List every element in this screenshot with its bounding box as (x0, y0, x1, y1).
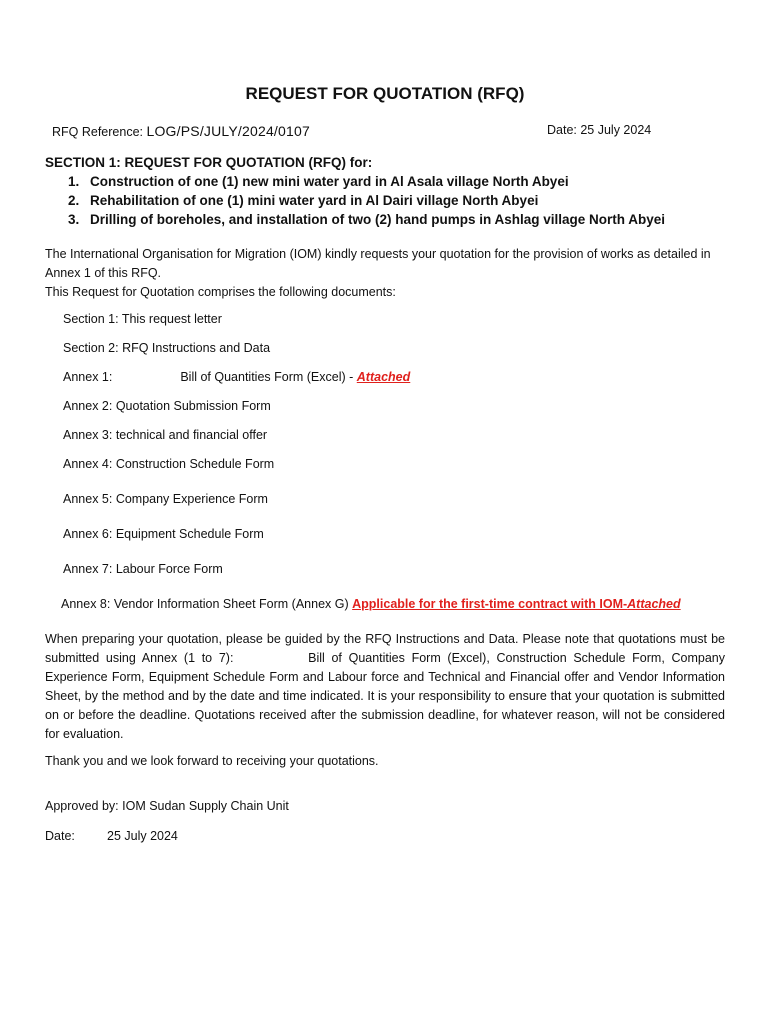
doc-annex3: Annex 3: technical and financial offer (63, 428, 268, 442)
intro-paragraph (45, 245, 725, 302)
list-item: 3. Drilling of boreholes, and installation of two (2) hand pumps in Ashlag village North Abyei (68, 212, 666, 227)
rfq-reference-label: RFQ Reference: (52, 125, 147, 139)
rfq-reference (52, 123, 310, 139)
section1-heading: SECTION 1: REQUEST FOR QUOTATION (RFQ) for: (45, 155, 373, 170)
doc-annex5: Annex 5: Company Experience Form (63, 492, 268, 506)
list-item: 1. Construction of one (1) new mini water yard in Al Asala village North Abyei (68, 174, 569, 189)
intro-line-1: The International Organisation for Migration (IOM) kindly requests your quotation for the provision of works as detailed in Annex 1 of this RFQ. (45, 247, 711, 280)
applicable-link[interactable]: Applicable for the first-time contract with IOM- (352, 597, 628, 611)
doc-section1: Section 1: This request letter (63, 312, 222, 326)
doc-annex7: Annex 7: Labour Force Form (63, 562, 223, 576)
approved-by: Approved by: IOM Sudan Supply Chain Unit (45, 799, 289, 813)
doc-annex8: Annex 8: Vendor Information Sheet Form (Annex G) Applicable for the first-time contract with IOM-Attached (61, 597, 681, 611)
attached-link[interactable]: Attached (356, 370, 411, 384)
document-title: REQUEST FOR QUOTATION (RFQ) (245, 84, 525, 103)
doc-annex2: Annex 2: Quotation Submission Form (63, 399, 271, 413)
header-date: Date: 25 July 2024 (547, 123, 652, 137)
doc-section2: Section 2: RFQ Instructions and Data (63, 341, 271, 355)
instructions-paragraph: When preparing your quotation, please be guided by the RFQ Instructions and Data. Please note that quotations must be submitted using Annex (1 to 7): Bill of Quantities Form (Excel), Construction Schedule Form, Company Experience Form, Equipment Schedule Form and Labour force and Technical and Financial offer and Vendor Information Sheet, by the method and by the date and time indicated. It is your responsibility to ensure that your quotation is submitted on or before the deadline. Quotations received after the submission deadline, for whatever reason, will not be considered for evaluation. (45, 632, 725, 741)
rfq-reference-value: LOG/PS/JULY/2024/0107 (146, 123, 310, 139)
footer-date: Date: 25 July 2024 (45, 829, 178, 843)
thanks-line: Thank you and we look forward to receiving your quotations. (45, 754, 379, 768)
intro-line-2: This Request for Quotation comprises the following documents: (45, 285, 396, 299)
works-list (68, 172, 665, 229)
list-item: 2. Rehabilitation of one (1) mini water yard in Al Dairi village North Abyei (68, 193, 539, 208)
doc-annex4: Annex 4: Construction Schedule Form (63, 457, 275, 471)
doc-annex6: Annex 6: Equipment Schedule Form (63, 527, 264, 541)
attached-link[interactable]: Attached (627, 597, 681, 611)
doc-annex1: Annex 1: Bill of Quantities Form (Excel) - Attached (63, 370, 411, 384)
